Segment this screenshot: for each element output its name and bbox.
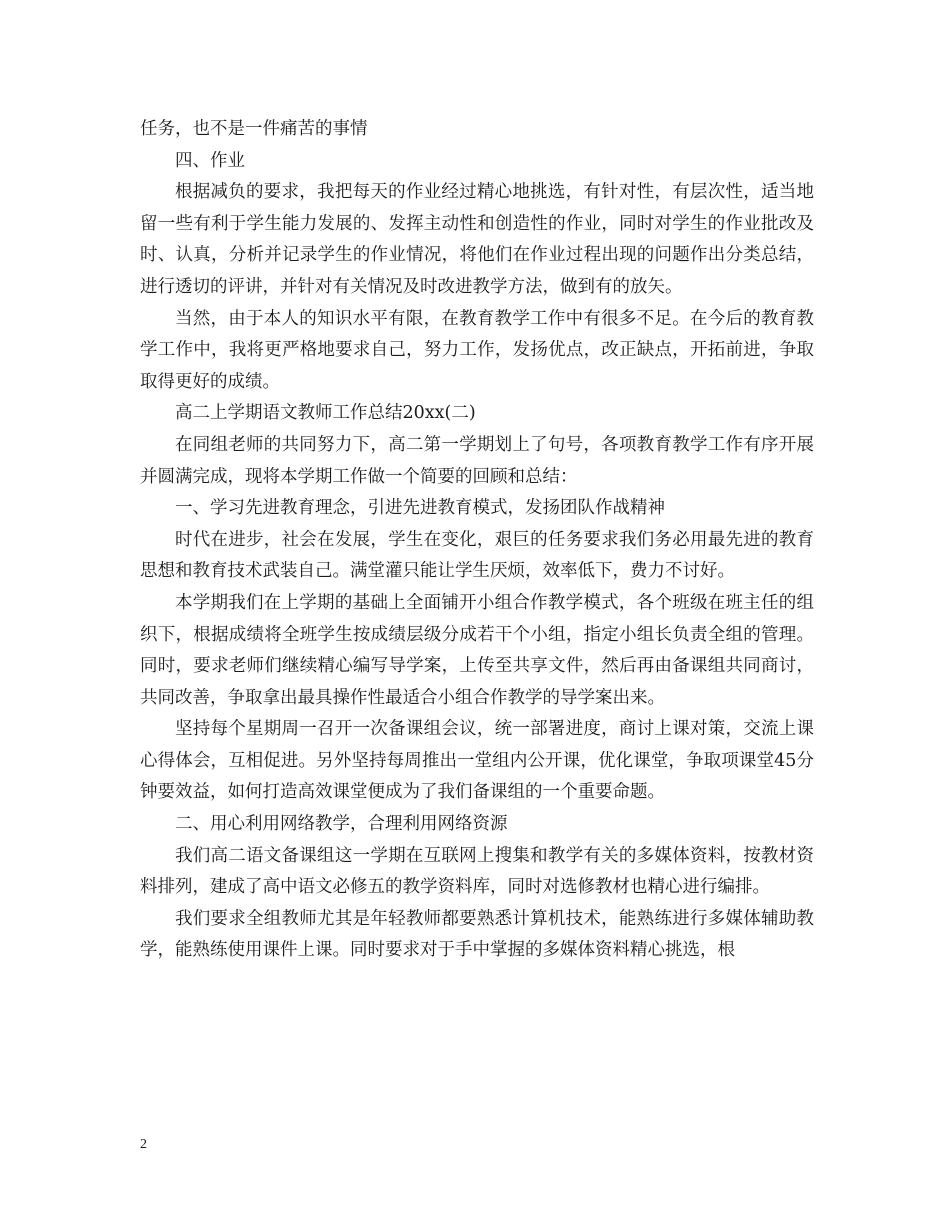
section-heading-two: 二、用心利用网络教学，合理利用网络资源 xyxy=(175,814,508,835)
paragraph-era: 时代在进步，社会在发展，学生在变化，艰巨的任务要求我们务必用最先进的教育思想和教育技术武装自己。满堂灌只能让学生厌烦，效率低下，费力不讨好。 xyxy=(140,529,814,582)
document-subtitle: 高二上学期语文教师工作总结20xx(二) xyxy=(175,403,476,424)
paragraph-conclusion: 当然，由于本人的知识水平有限，在教育教学工作中有很多不足。在今后的教育教学工作中，我将更严格地要求自己，努力工作，发扬优点，改正缺点，开拓前进，争取取得更好的成绩。 xyxy=(140,308,814,392)
page-number: 2 xyxy=(140,1137,147,1152)
paragraph-intro: 在同组老师的共同努力下，高二第一学期划上了句号，各项教育教学工作有序开展并圆满完成，现将本学期工作做一个简要的回顾和总结： xyxy=(140,434,814,487)
paragraph-continuation: 任务，也不是一件痛苦的事情 xyxy=(140,119,368,139)
paragraph-meetings: 坚持每个星期周一召开一次备课组会议，统一部署进度，商讨上课对策，交流上课心得体会，互相促进。另外坚持每周推出一堂组内公开课，优化课堂，争取项课堂45分钟要效益，如何打造高效课堂便成为了我们备课组的一个重要命题。 xyxy=(140,719,814,803)
paragraph-computer-skills: 我们要求全组教师尤其是年轻教师都要熟悉计算机技术，能熟练进行多媒体辅助教学，能熟练使用课件上课。同时要求对于手中掌握的多媒体资料精心挑选，根 xyxy=(140,908,814,961)
document-body xyxy=(140,114,814,967)
paragraph-group-teaching: 本学期我们在上学期的基础上全面铺开小组合作教学模式，各个班级在班主任的组织下，根据成绩将全班学生按成绩层级分成若干个小组，指定小组长负责全组的管理。同时，要求老师们继续精心编写导学案，上传至共享文件，然后再由备课组共同商讨，共同改善，争取拿出最具操作性最适合小组合作教学的导学案出来。 xyxy=(140,592,814,708)
paragraph-homework: 根据减负的要求，我把每天的作业经过精心地挑选，有针对性，有层次性，适当地留一些有利于学生能力发展的、发挥主动性和创造性的作业，同时对学生的作业批改及时、认真，分析并记录学生的作业情况，将他们在作业过程出现的问题作出分类总结，进行透切的评讲，并针对有关情况及时改进教学方法，做到有的放矢。 xyxy=(140,182,814,297)
section-heading-one: 一、学习先进教育理念，引进先进教育模式，发扬团队作战精神 xyxy=(175,498,665,519)
paragraph-resources: 我们高二语文备课组这一学期在互联网上搜集和教学有关的多媒体资料，按教材资料排列，建成了高中语文必修五的教学资料库，同时对选修教材也精心进行编排。 xyxy=(140,845,814,898)
section-heading-homework: 四、作业 xyxy=(175,150,245,171)
